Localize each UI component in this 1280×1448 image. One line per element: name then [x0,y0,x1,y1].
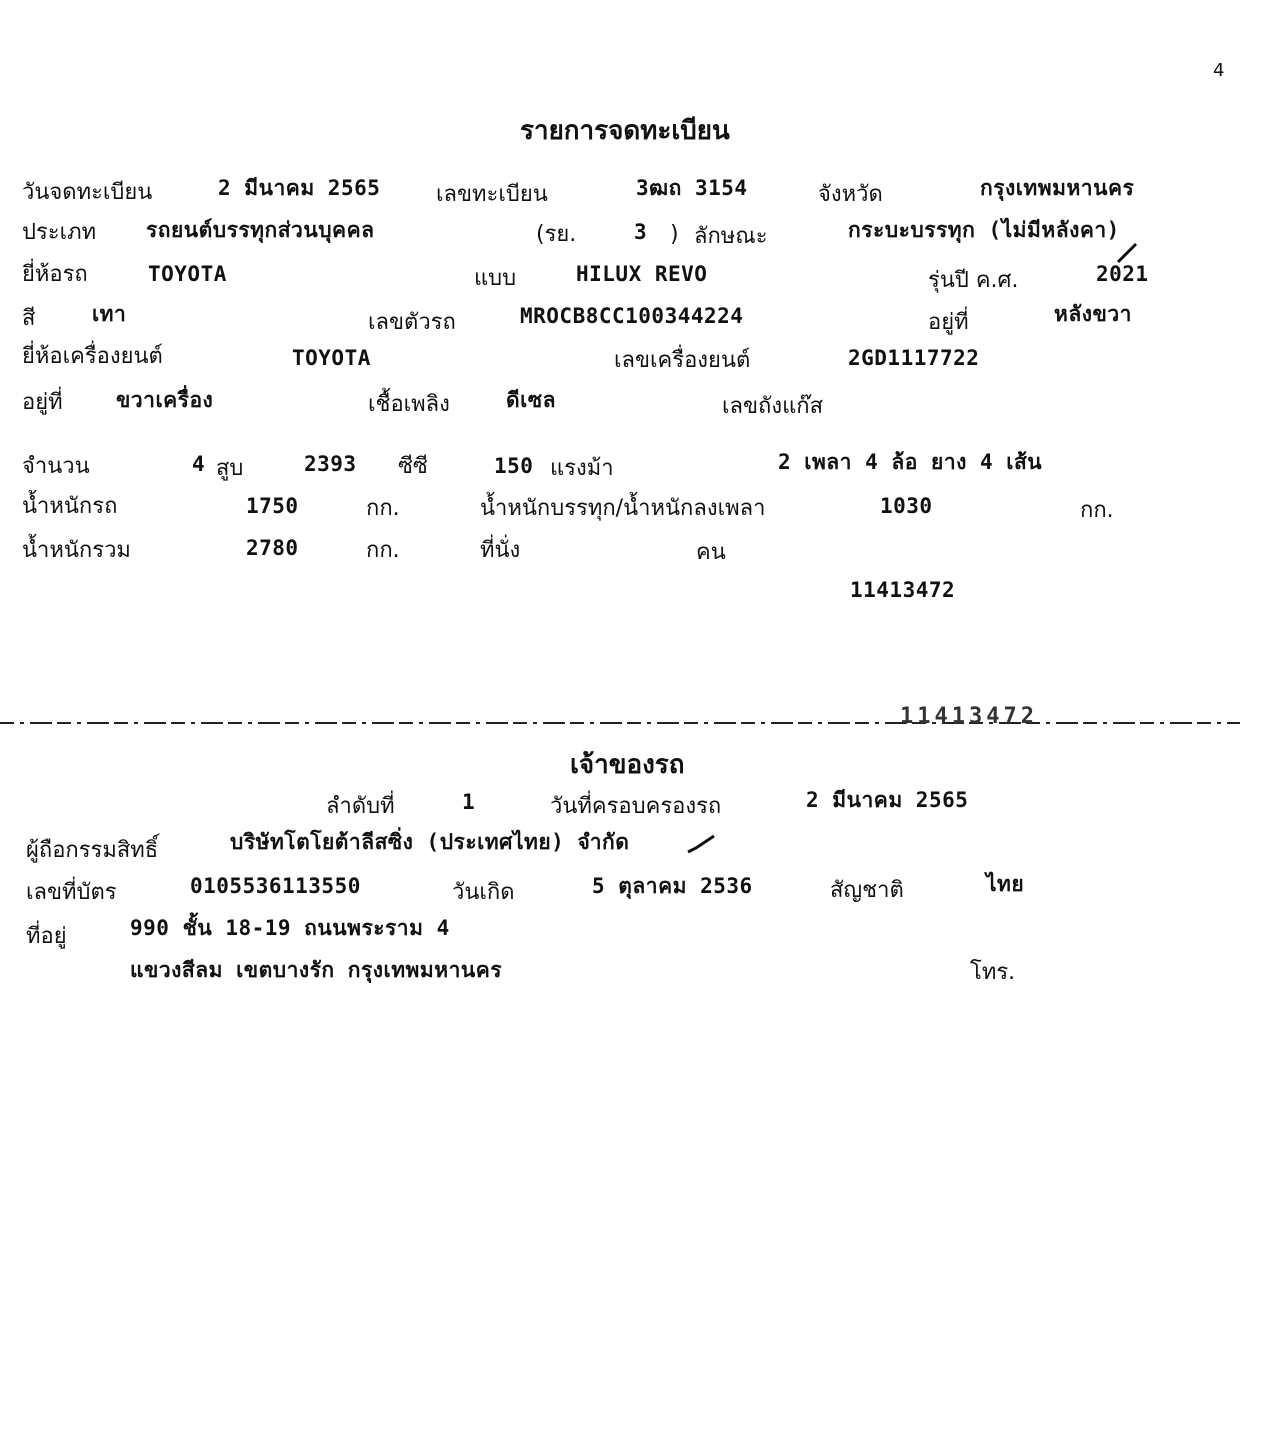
model-value: HILUX REVO [576,262,708,286]
count-label: จำนวน [22,454,90,479]
pen-mark-icon [1116,242,1140,264]
year-label: รุ่นปี ค.ศ. [928,268,1019,293]
engine-number-label: เลขเครื่องยนต์ [614,348,751,373]
hp-value: 150 [494,454,534,478]
cc-unit: ซีซี [398,454,428,479]
holder-label: ผู้ถือกรรมสิทธิ์ [26,838,159,863]
chassis-location-label: อยู่ที่ [928,310,969,335]
address-label: ที่อยู่ [26,924,67,949]
holder-value: บริษัทโตโยต้าลีสซิ่ง (ประเทศไทย) จำกัด [230,830,630,854]
page-number: 4 [1213,60,1225,81]
type-code-close: ) [670,222,679,247]
type-code-value: 3 [634,220,648,244]
cylinders-value: 4 [192,452,206,476]
check-mark-icon [686,834,716,856]
weight-label: น้ำหนักรถ [22,494,118,519]
chassis-location-value: หลังขวา [1054,302,1132,326]
owner-heading: เจ้าของรถ [570,750,685,780]
seats-unit: คน [696,540,726,565]
total-weight-unit: กก. [366,538,400,563]
weight-value: 1750 [246,494,299,518]
hp-unit: แรงม้า [550,456,614,481]
tear-line [0,716,1280,730]
id-label: เลขที่บัตร [26,880,117,905]
possession-date-value: 2 มีนาคม 2565 [806,788,969,812]
possession-date-label: วันที่ครอบครองรถ [550,794,722,819]
birth-date-label: วันเกิด [452,880,515,905]
registration-heading: รายการจดทะเบียน [520,116,730,146]
type-value: รถยนต์บรรทุกส่วนบุคคล [146,218,375,242]
plate-value: 3ฒถ 3154 [636,176,748,200]
reg-date-label: วันจดทะเบียน [22,180,153,205]
tear-line-number: 11413472 [900,704,1038,729]
load-unit: กก. [1080,498,1114,523]
cylinders-unit: สูบ [216,456,244,481]
weight-unit: กก. [366,496,400,521]
nationality-value: ไทย [986,872,1025,896]
load-label: น้ำหนักบรรทุก/น้ำหนักลงเพลา [480,496,766,521]
body-value: กระบะบรรทุก (ไม่มีหลังคา) [848,218,1120,242]
total-weight-label: น้ำหนักรวม [22,538,131,563]
engine-brand-value: TOYOTA [292,346,371,370]
seats-label: ที่นั่ง [480,538,521,563]
body-label: ลักษณะ [694,224,768,249]
province-label: จังหวัด [818,182,883,207]
address-line-2: แขวงสีลม เขตบางรัก กรุงเทพมหานคร [130,958,503,982]
address-line-1: 990 ชั้น 18-19 ถนนพระราม 4 [130,916,450,940]
engine-location-label: อยู่ที่ [22,390,63,415]
phone-label: โทร. [970,960,1016,985]
reg-date-value: 2 มีนาคม 2565 [218,176,381,200]
total-weight-value: 2780 [246,536,299,560]
color-label: สี [22,306,36,331]
engine-number-value: 2GD1117722 [848,346,980,370]
fuel-value: ดีเซล [506,388,556,412]
document-number: 11413472 [850,578,956,602]
cc-value: 2393 [304,452,357,476]
engine-location-value: ขวาเครื่อง [116,388,214,412]
order-value: 1 [462,790,476,814]
year-value: 2021 [1096,262,1149,286]
id-value: 0105536113550 [190,874,361,898]
gas-tank-label: เลขถังแก๊ส [722,394,824,419]
axles-wheels-value: 2 เพลา 4 ล้อ ยาง 4 เส้น [778,450,1043,474]
brand-label: ยี่ห้อรถ [22,262,88,287]
engine-brand-label: ยี่ห้อเครื่องยนต์ [22,344,163,369]
type-code-open: (รย. [536,222,577,247]
chassis-label: เลขตัวรถ [368,310,456,335]
fuel-label: เชื้อเพลิง [368,392,450,417]
nationality-label: สัญชาติ [830,878,904,903]
color-value: เทา [92,302,127,326]
load-value: 1030 [880,494,933,518]
model-label: แบบ [474,266,517,291]
plate-label: เลขทะเบียน [436,182,548,207]
order-label: ลำดับที่ [326,794,395,819]
brand-value: TOYOTA [148,262,227,286]
province-value: กรุงเทพมหานคร [980,176,1135,200]
type-label: ประเภท [22,220,97,245]
birth-date-value: 5 ตุลาคม 2536 [592,874,753,898]
chassis-value: MROCB8CC100344224 [520,304,744,328]
